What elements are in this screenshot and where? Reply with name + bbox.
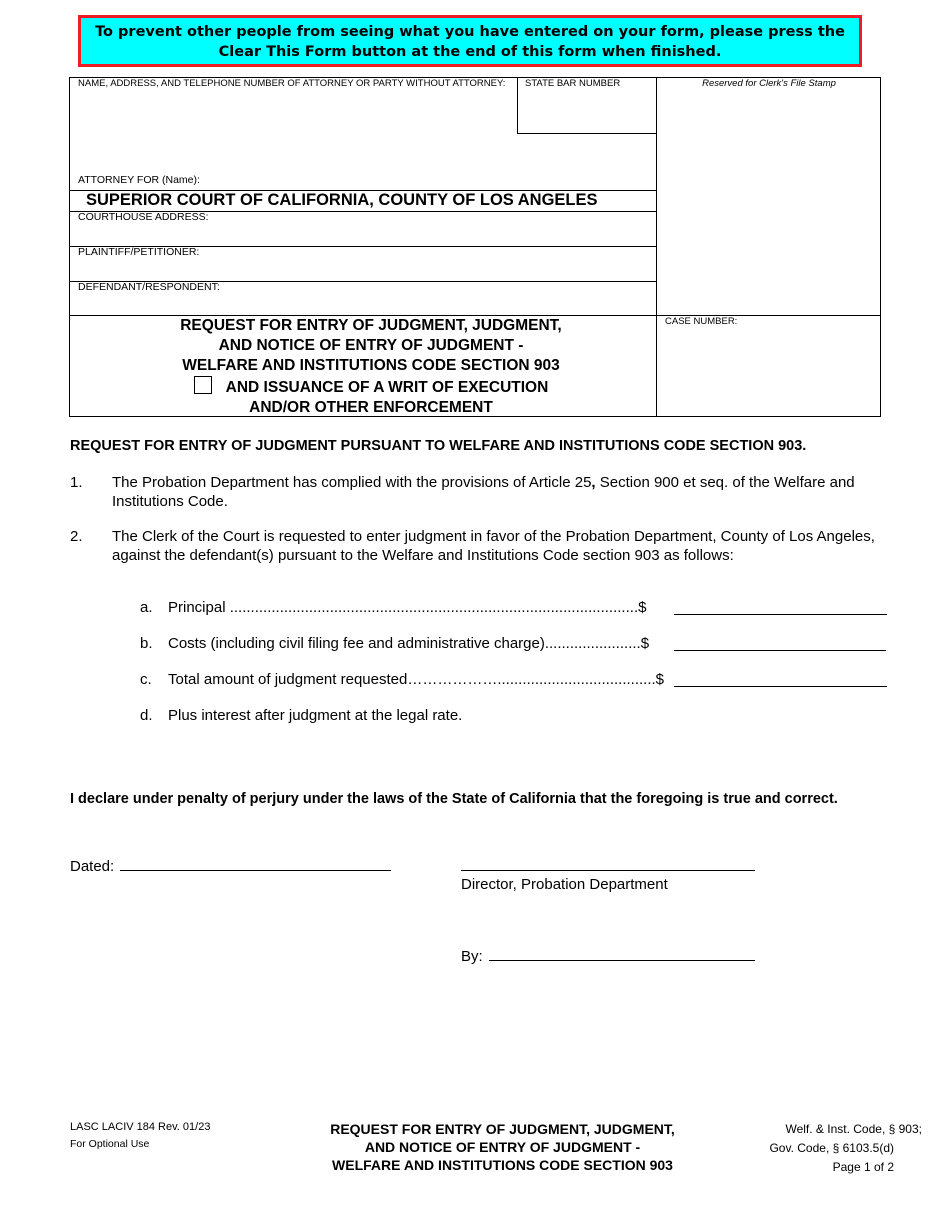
- footer-title-line-3: WELFARE AND INSTITUTIONS CODE SECTION 903: [332, 1157, 673, 1173]
- footer-title-line-1: REQUEST FOR ENTRY OF JUDGMENT, JUDGMENT,: [330, 1121, 675, 1137]
- form-title-line-3: WELFARE AND INSTITUTIONS CODE SECTION 903: [182, 357, 560, 374]
- subitem-c-letter: c.: [140, 671, 152, 688]
- principal-amount-field[interactable]: [674, 598, 887, 615]
- code-ref-1: Welf. & Inst. Code, § 903;: [785, 1122, 922, 1136]
- subitem-b-label: Costs (including civil filing fee and administrative charge).......................$: [168, 635, 650, 652]
- item-1-comma: ,: [591, 474, 596, 491]
- footer-title-line-2: AND NOTICE OF ENTRY OF JUDGMENT -: [364, 1139, 641, 1155]
- footer-title: [250, 1120, 755, 1174]
- subitem-c-label: Total amount of judgment requested………………......................................$: [168, 671, 665, 688]
- clear-form-warning-banner: [78, 15, 862, 67]
- dated-label: Dated:: [70, 858, 115, 875]
- code-ref-2: Gov. Code, § 6103.5(d): [769, 1141, 894, 1155]
- plaintiff-label: PLAINTIFF/PETITIONER:: [78, 246, 200, 258]
- form-id: LASC LACIV 184 Rev. 01/23: [70, 1121, 211, 1133]
- writ-of-execution-checkbox[interactable]: [194, 376, 212, 394]
- bar-number-label: STATE BAR NUMBER: [525, 78, 621, 89]
- bar-number-bottom: [517, 133, 656, 134]
- subitem-a-label: Principal ..................................................................................................$: [168, 599, 647, 616]
- page-number: Page 1 of 2: [832, 1160, 894, 1174]
- case-number-label: CASE NUMBER:: [665, 316, 738, 327]
- clerk-stamp-label: Reserved for Clerk's File Stamp: [702, 78, 836, 89]
- item-1-number: 1.: [70, 474, 83, 491]
- banner-line-2: Clear This Form button at the end of this form when finished.: [218, 44, 722, 60]
- attorney-for-label: ATTORNEY FOR (Name):: [78, 174, 200, 186]
- optional-use: For Optional Use: [70, 1138, 150, 1150]
- section-heading: REQUEST FOR ENTRY OF JUDGMENT PURSUANT TO WELFARE AND INSTITUTIONS CODE SECTION 903.: [70, 438, 807, 454]
- item-2-line-2: against the defendant(s) pursuant to the Welfare and Institutions Code section 903 as follows:: [112, 547, 734, 564]
- director-signature-field[interactable]: [461, 854, 755, 871]
- subitem-a-letter: a.: [140, 599, 153, 616]
- by-label: By:: [461, 948, 483, 965]
- director-label: Director, Probation Department: [461, 876, 668, 893]
- defendant-label: DEFENDANT/RESPONDENT:: [78, 281, 220, 293]
- item-1-text-d: Institutions Code.: [112, 493, 228, 510]
- subitem-d-letter: d.: [140, 707, 153, 724]
- writ-option: [70, 376, 672, 398]
- date-field[interactable]: [120, 854, 391, 871]
- form-title-line-5: AND/OR OTHER ENFORCEMENT: [249, 399, 493, 416]
- item-2-text: [112, 527, 932, 565]
- item-1-text-a: The Probation Department has complied with the provisions of Article 25: [112, 474, 592, 491]
- code-references: [700, 1120, 922, 1177]
- item-2-number: 2.: [70, 528, 83, 545]
- form-title: [70, 316, 672, 418]
- item-2-line-1: The Clerk of the Court is requested to enter judgment in favor of the Probation Department, County of Los Angeles,: [112, 528, 875, 545]
- total-amount-field[interactable]: [674, 670, 887, 687]
- bar-number-divider: [517, 77, 518, 133]
- subitem-b-letter: b.: [140, 635, 153, 652]
- form-title-line-2: AND NOTICE OF ENTRY OF JUDGMENT -: [218, 337, 524, 354]
- costs-amount-field[interactable]: [674, 634, 886, 651]
- courthouse-address-label: COURTHOUSE ADDRESS:: [78, 211, 209, 223]
- by-signature-field[interactable]: [489, 944, 755, 961]
- form-title-line-4: AND ISSUANCE OF A WRIT OF EXECUTION: [225, 379, 549, 396]
- item-1-text-c: Section 900 et seq. of the Welfare and: [595, 474, 855, 491]
- item-1-text: [112, 473, 912, 511]
- form-title-line-1: REQUEST FOR ENTRY OF JUDGMENT, JUDGMENT,: [180, 317, 562, 334]
- perjury-declaration: I declare under penalty of perjury under the laws of the State of California that the foregoing is true and correct.: [70, 791, 838, 807]
- attorney-label: NAME, ADDRESS, AND TELEPHONE NUMBER OF ATTORNEY OR PARTY WITHOUT ATTORNEY:: [78, 78, 506, 89]
- court-name: SUPERIOR COURT OF CALIFORNIA, COUNTY OF LOS ANGELES: [86, 191, 598, 209]
- subitem-d-label: Plus interest after judgment at the legal rate.: [168, 707, 463, 724]
- banner-line-1: To prevent other people from seeing what you have entered on your form, please press the: [95, 24, 845, 40]
